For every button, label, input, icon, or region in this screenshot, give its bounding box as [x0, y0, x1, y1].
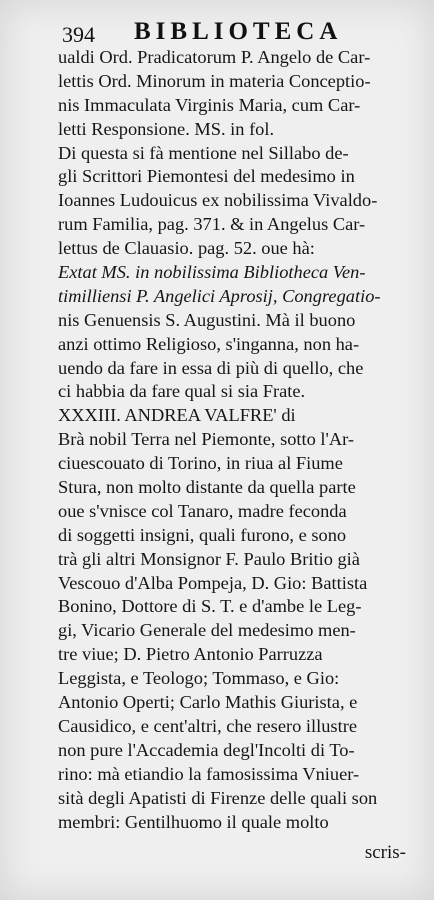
- text-line: non pure l'Accademia degl'Incolti di To-: [58, 739, 355, 760]
- running-head: BIBLIOTECA: [134, 18, 343, 45]
- text-line: Di questa si fà mentione nel Sillabo de-: [58, 142, 349, 163]
- text-line: letti Responsione. MS. in fol.: [58, 118, 275, 139]
- text-line: ci habbia da fare qual si sia Frate.: [58, 381, 306, 402]
- catchword: scris-: [364, 842, 406, 863]
- text-line: di soggetti insigni, quali furono, e sono: [58, 524, 347, 545]
- text-line: timilliensi P. Angelici Aprosij, Congregatio-: [58, 285, 381, 306]
- text-line: Bonino, Dottore di S. T. e d'ambe le Leg-: [58, 596, 362, 617]
- text-line: lettis Ord. Minorum in materia Conceptio-: [58, 70, 371, 91]
- text-line: oue s'vnisce col Tanaro, madre feconda: [58, 500, 347, 521]
- text-line: gli Scrittori Piemontesi del medesimo in: [58, 166, 355, 187]
- page-header: [62, 18, 422, 48]
- text-line: lettus de Clauasio. pag. 52. oue hà:: [58, 238, 315, 259]
- text-line: ualdi Ord. Pradicatorum P. Angelo de Car-: [58, 47, 371, 67]
- text-line: sità degli Apatisti di Firenze delle quali son: [58, 787, 378, 808]
- text-line: Ioannes Ludouicus ex nobilissima Vivaldo-: [58, 190, 378, 211]
- page-number: 394: [62, 22, 95, 47]
- text-line: Causidico, e cent'altri, che resero illustre: [58, 715, 357, 736]
- text-line: membri: Gentilhuomo il quale molto: [58, 811, 329, 832]
- text-line: trà gli altri Monsignor F. Paulo Britio già: [58, 548, 360, 569]
- text-line: XXXIII. ANDREA VALFRE' di: [58, 405, 296, 426]
- body-text: [58, 46, 420, 834]
- text-line: ciuescouato di Torino, in riua al Fiume: [58, 453, 343, 474]
- text-line: Antonio Operti; Carlo Mathis Giurista, e: [58, 692, 358, 713]
- text-line: gi, Vicario Generale del medesimo men-: [58, 620, 356, 641]
- text-line: rino: mà etiandio la famosissima Vniuer-: [58, 763, 360, 784]
- text-line: Vescouo d'Alba Pompeja, D. Gio: Battista: [58, 572, 368, 593]
- text-line: nis Genuensis S. Augustini. Mà il buono: [58, 309, 356, 330]
- text-line: rum Familia, pag. 371. & in Angelus Car-: [58, 214, 366, 235]
- text-line: tre viue; D. Pietro Antonio Parruzza: [58, 644, 323, 665]
- text-line: nis Immaculata Virginis Maria, cum Car-: [58, 94, 361, 115]
- text-line: Stura, non molto distante da quella parte: [58, 477, 356, 498]
- text-line: uendo da fare in essa di più di quello, che: [58, 357, 364, 378]
- text-line: anzi ottimo Religioso, s'inganna, non ha-: [58, 333, 360, 354]
- text-line: Leggista, e Teologo; Tommaso, e Gio:: [58, 668, 340, 689]
- text-line: Extat MS. in nobilissima Bibliotheca Ven-: [58, 262, 366, 283]
- text-line: Brà nobil Terra nel Piemonte, sotto l'Ar-: [58, 429, 355, 450]
